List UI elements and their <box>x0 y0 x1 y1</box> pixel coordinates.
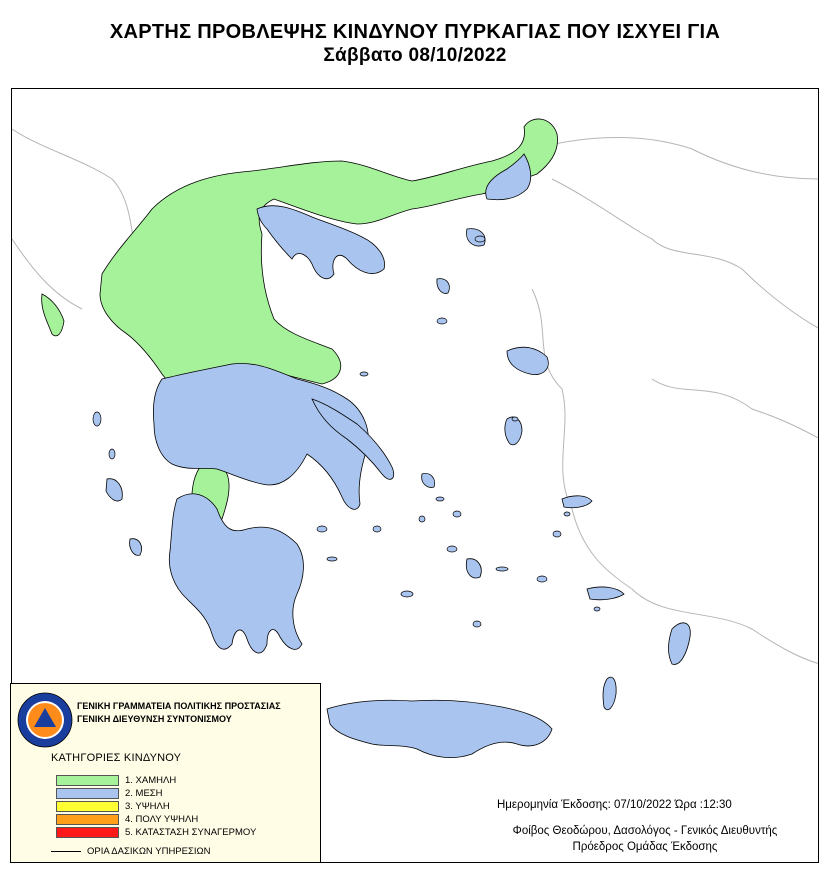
legend-panel <box>10 683 321 863</box>
title-line-1: ΧΑΡΤΗΣ ΠΡΟΒΛΕΨΗΣ ΚΙΝΔΥΝΟΥ ΠΥΡΚΑΓΙΑΣ ΠΟΥ ΙΣΧΥΕΙ ΓΙΑ <box>109 21 721 43</box>
region-kos-medium <box>587 587 624 600</box>
category-row-very-high <box>56 813 198 825</box>
turkey-outline <box>532 137 819 179</box>
issue-date: Ημερομηνία Έκδοσης: 07/10/2022 Ώρα :12:30 <box>497 799 732 811</box>
island-lefkada <box>93 412 101 426</box>
category-label-medium: 2. ΜΕΣΗ <box>125 787 163 799</box>
island-skyros <box>437 318 447 324</box>
balkans-outline <box>12 129 137 264</box>
region-central-greece-medium <box>153 363 368 509</box>
island-tinos <box>436 497 444 501</box>
author-line-1: Φοίβος Θεοδώρου, Δασολόγος - Γενικός Διευθυντής <box>512 825 778 837</box>
category-label-very-high: 4. ΠΟΛΥ ΥΨΗΛΗ <box>125 813 199 825</box>
region-corfu-low <box>42 294 64 336</box>
title-date: Σάββατο 08/10/2022 <box>323 45 507 66</box>
org-line-2: ΓΕΝΙΚΗ ΔΙΕΥΘΥΝΣΗ ΣΥΝΤΟΝΙΣΜΟΥ <box>77 714 232 724</box>
island-santorini <box>473 621 481 627</box>
island-paros <box>447 546 457 552</box>
region-samos-medium <box>562 496 592 508</box>
category-label-alert: 5. ΚΑΤΑΣΤΑΣΗ ΣΥΝΑΓΕΡΜΟΥ <box>125 826 257 838</box>
island-kalymnos <box>553 531 561 537</box>
author-line-2: Πρόεδρος Ομάδας Έκδοσης <box>572 841 718 853</box>
island-mykonos <box>453 511 461 517</box>
legend-heading: ΚΑΤΗΓΟΡΙΕΣ ΚΙΝΔΥΝΟΥ <box>51 752 182 764</box>
island-psara <box>512 417 518 421</box>
island-ag-efstratios <box>475 236 485 242</box>
island-ithaca <box>109 449 115 459</box>
boundary-line-sample <box>51 851 81 852</box>
region-andros-medium <box>422 473 435 487</box>
region-karpathos-medium <box>603 677 616 710</box>
island-patmos <box>564 512 570 516</box>
anatolia-coast <box>552 179 819 329</box>
boundary-legend <box>51 846 210 857</box>
island-syros <box>419 516 425 522</box>
category-swatch-medium <box>56 788 119 799</box>
region-chios-medium <box>505 417 522 445</box>
category-swatch-very-high <box>56 814 119 825</box>
category-row-alert <box>56 826 256 838</box>
region-lesvos-medium <box>507 347 548 374</box>
category-label-high: 3. ΥΨΗΛΗ <box>125 800 170 812</box>
civil-protection-emblem <box>17 692 73 748</box>
organization-text <box>77 700 281 726</box>
region-crete-medium <box>327 700 552 757</box>
author-block <box>470 823 820 855</box>
aegean-coast-turkey <box>532 289 819 664</box>
category-row-medium <box>56 787 163 799</box>
category-swatch-high <box>56 801 119 812</box>
region-naxos-medium <box>466 559 481 578</box>
category-label-low: 1. ΧΑΜΗΛΗ <box>125 774 177 786</box>
island-kea <box>373 526 381 532</box>
region-peloponnese-medium <box>169 494 303 653</box>
island-aegina <box>317 526 327 532</box>
region-rhodes-medium <box>669 623 691 665</box>
region-zakynthos-medium <box>130 539 142 556</box>
eastern-coast <box>652 379 819 439</box>
region-thasos-medium <box>437 279 449 294</box>
boundary-label: ΟΡΙΑ ΔΑΣΙΚΩΝ ΥΠΗΡΕΣΙΩΝ <box>87 846 211 857</box>
neighbor-outlines <box>12 129 819 664</box>
category-row-low <box>56 774 176 786</box>
category-swatch-low <box>56 775 119 786</box>
region-kefalonia-medium <box>106 479 122 501</box>
island-astypalaia <box>537 576 547 582</box>
map-title <box>0 20 830 68</box>
island-tilos <box>594 607 600 611</box>
category-row-high <box>56 800 170 812</box>
island-hydra <box>327 557 337 561</box>
island-amorgos <box>496 567 508 571</box>
category-swatch-alert <box>56 827 119 838</box>
org-line-1: ΓΕΝΙΚΗ ΓΡΑΜΜΑΤΕΙΑ ΠΟΛΙΤΙΚΗΣ ΠΡΟΣΤΑΣΙΑΣ <box>77 701 281 711</box>
island-skiathos <box>360 372 368 376</box>
island-milos <box>401 591 413 597</box>
